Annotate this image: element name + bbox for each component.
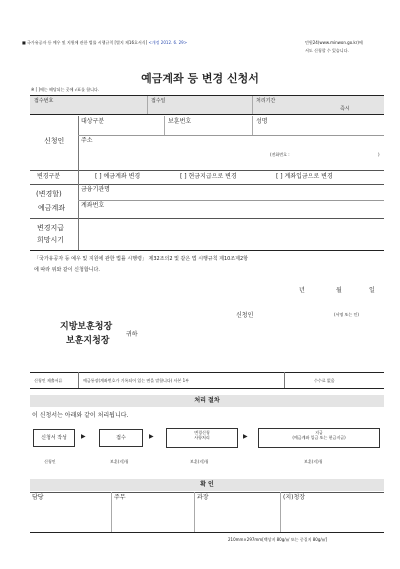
process-header: 처리 절차	[30, 395, 384, 407]
signer-label: 신청인	[236, 312, 254, 319]
step-receive-box	[99, 429, 143, 447]
pay-date-label-2: 희망시기	[37, 236, 65, 244]
step-write-label: 신청서 작성	[41, 435, 67, 441]
receipt-date-label: 접수일	[151, 98, 166, 104]
date-day: 일	[369, 287, 375, 294]
confirm-col-staff: 담당	[32, 494, 44, 501]
pay-date-label-1: 변경지급	[37, 224, 65, 232]
form-title: 예금계좌 등 변경 신청서	[141, 72, 259, 85]
confirm-col-chief: 주무	[114, 494, 126, 501]
addressee-suffix: 귀하	[126, 331, 138, 338]
step-process-label-2: 사항처리	[194, 434, 210, 440]
addressee-branch: 보훈지청장	[66, 336, 110, 346]
account-label-2: 예금계좌	[38, 204, 66, 212]
arrow-icon: ▶	[81, 433, 86, 440]
paper-spec-footer: 210mm×297mm[백상지 80g/㎡ 또는 중질지 80g/㎡]	[228, 537, 328, 542]
step-receive-label: 접수	[116, 435, 126, 441]
phone-label: (전화번호 :	[270, 152, 290, 157]
step-pay-box	[258, 428, 380, 448]
address-label: 주소	[81, 137, 93, 144]
step-receive-actor: 보훈(지)청	[110, 459, 129, 464]
law-reference: ■ 국가유공자 등 예우 및 지원에 관한 법률 시행규칙 [별지 제16호서식] <개정 2012. 6. 29>	[22, 40, 188, 45]
arrow-icon: ▶	[149, 433, 154, 440]
step-pay-label-2: (예금계좌 입금 또는 현금지급)	[292, 434, 346, 440]
arrow-icon: ▶	[243, 433, 248, 440]
step-process-actor: 보훈(지)청	[190, 459, 209, 464]
sign-hint: (서명 또는 인)	[334, 312, 359, 317]
confirm-header: 확 인	[30, 479, 384, 491]
online-note-2: 서도 신청할 수 있습니다.	[305, 48, 349, 53]
step-process-label-1: 변경신청	[194, 430, 210, 435]
period-value: 즉시	[340, 106, 350, 112]
account-no-label: 계좌번호	[81, 202, 105, 209]
period-label: 처리기간	[256, 98, 276, 104]
revision-note: <개정 2012. 6. 29>	[148, 40, 188, 45]
step-pay-label-1: 지급	[315, 430, 323, 435]
process-intro: 이 신청서는 아래와 같이 처리됩니다.	[32, 412, 129, 419]
date-month: 월	[336, 287, 342, 294]
name-label: 성명	[256, 118, 268, 125]
phone-close: )	[378, 152, 380, 157]
receipt-row	[30, 96, 384, 114]
bohun-no-label: 보훈번호	[168, 118, 192, 125]
documents-content: 예금통장(계좌번호가 기록되어 있는 면을 말합니다) 사본 1부	[83, 378, 190, 383]
step-write-box	[33, 429, 75, 447]
change-option-cash[interactable]: [ ] 현금지급으로 변경	[180, 173, 237, 180]
applicant-section-label: 신청인	[44, 137, 65, 145]
target-label: 대상구분	[81, 118, 105, 125]
addressee-regional: 지방보훈청장	[60, 322, 113, 332]
statement-line-1: 「국가유공자 등 예우 및 지원에 관한 법률 시행령」 제32조의2 및 같은 법 시행규칙 제10조제2항	[34, 256, 248, 262]
change-option-deposit[interactable]: [ ] 계좌입금으로 변경	[276, 173, 333, 180]
confirm-col-manager: 과장	[197, 494, 209, 501]
confirm-col-head: (지)청장	[283, 494, 306, 501]
step-write-actor: 신청인	[44, 459, 56, 464]
statement-line-2: 에 따라 위와 같이 신청합니다.	[34, 267, 100, 273]
change-option-account[interactable]: [ ] 예금계좌 변경	[95, 173, 141, 180]
check-instruction: ※ [ ]에는 해당되는 곳에 √표를 합니다.	[31, 87, 100, 92]
receipt-no-label: 접수번호	[34, 98, 54, 104]
change-type-label: 변경구분	[37, 173, 61, 180]
bank-name-label: 금융기관명	[81, 186, 110, 193]
account-label-1: (변경할)	[36, 190, 62, 198]
step-pay-actor: 보훈(지)청	[304, 459, 323, 464]
online-note-1: 민원24(www.minwon.go.kr)에	[305, 40, 363, 45]
fee-text: 수수료 없음	[314, 378, 335, 383]
documents-label: 신청인 제출서류	[34, 378, 63, 383]
date-year: 년	[299, 287, 305, 294]
step-process-box	[166, 428, 238, 448]
